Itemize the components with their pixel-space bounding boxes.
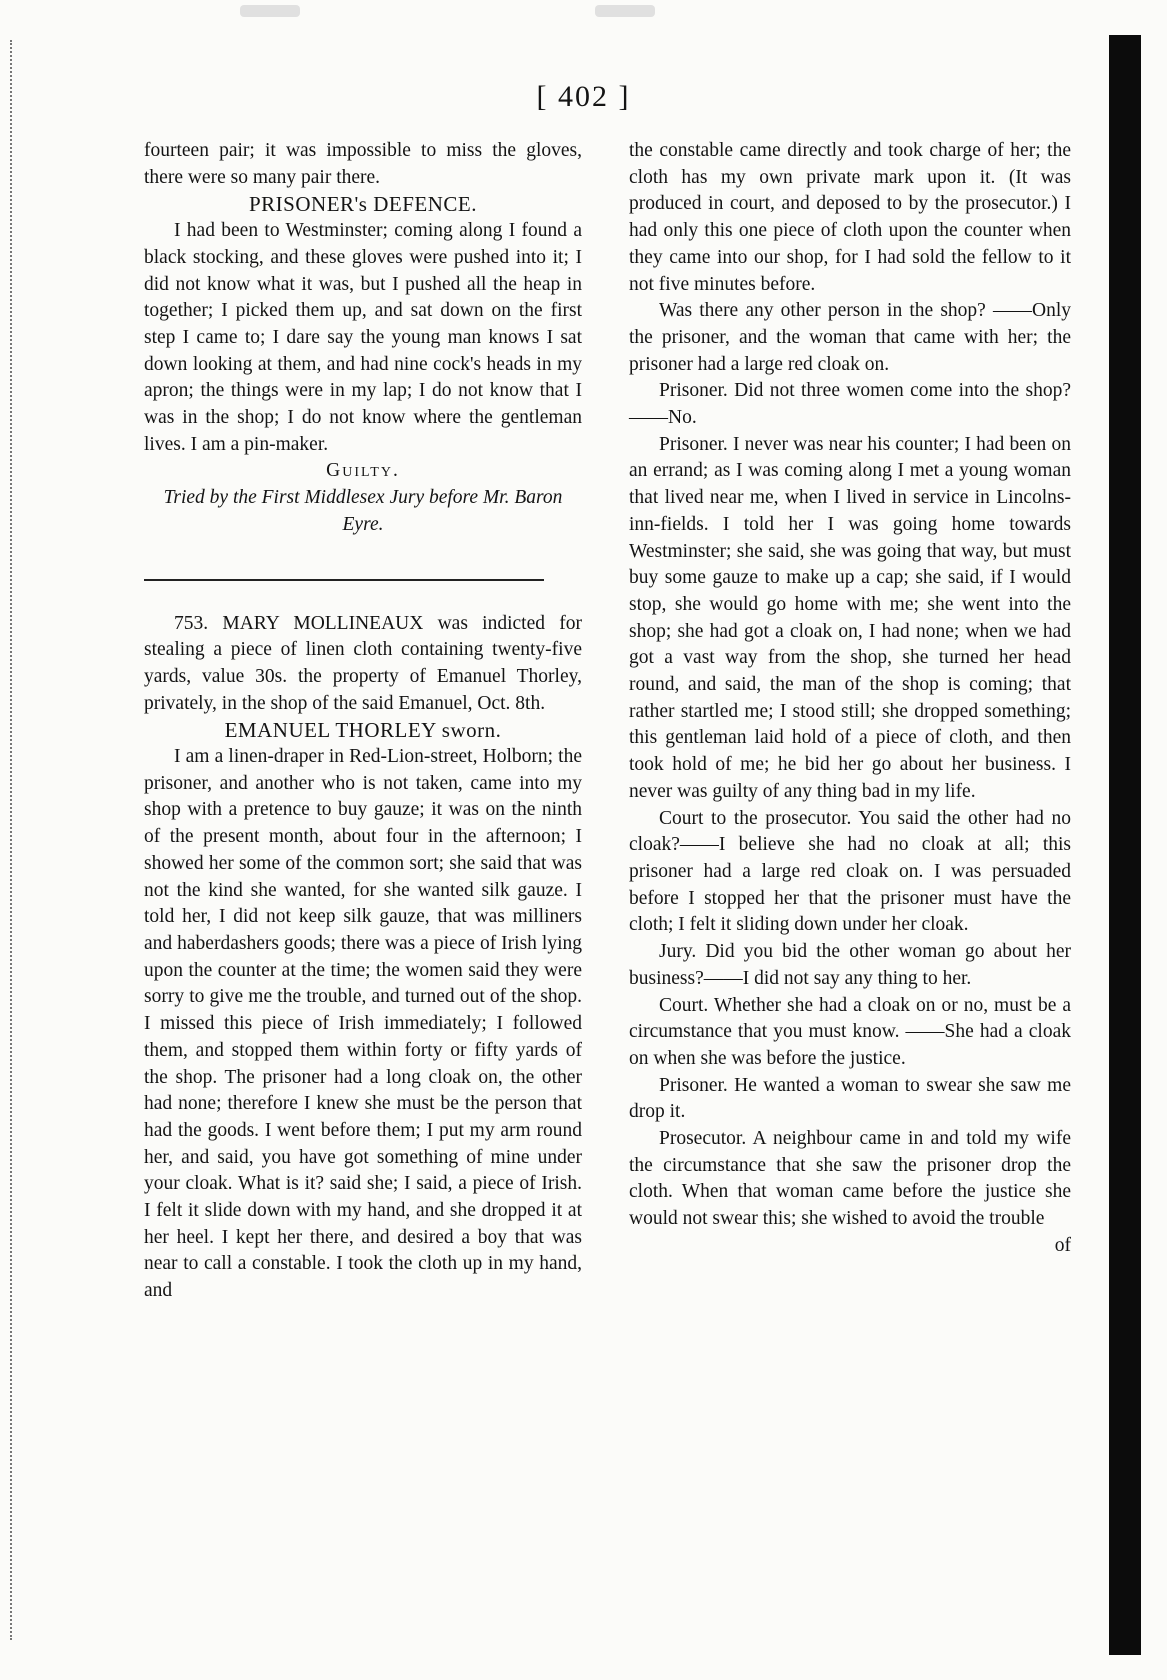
scan-smudge — [595, 5, 655, 17]
paragraph: 753. MARY MOLLINEAUX was indicted for stealing a piece of linen cloth containing twenty-five yards, value 30s. the property of Emanuel Thorley, privately, in the shop of the said Emanuel, Oct. 8th. — [144, 612, 582, 714]
left-column — [144, 138, 582, 1305]
paragraph: Prosecutor. A neighbour came in and told my wife the circumstance that she saw the prisoner drop the cloth. When that woman came before the justice she would not swear this; she wished to avoid the trouble — [629, 1128, 1071, 1230]
paragraph: Prisoner. He wanted a woman to swear she saw me drop it. — [629, 1074, 1071, 1123]
section-heading: PRISONER's DEFENCE. — [249, 192, 477, 217]
right-column — [629, 138, 1071, 1260]
scan-smudge — [240, 5, 300, 17]
paragraph: Prisoner. I never was near his counter; I had been on an errand; as I was coming along I met a young woman that lived near me, when I lived in service in Lincolns-inn-fields. I told her I was going home towards Westminster; she said, she was going that way, but must buy some gauze to make up a cap; she said, if I would stop, she would go home with me; she went into the shop; she had got a cloak on, I had none; when we had got a vast way from the shop, she turned her head round, and said, the man of the shop is coming; that rather startled me; I stood still; she dropped something; this gentleman laid hold of a piece of cloth, and then took hold of me; he bid her go about her business. I never was guilty of any thing bad in my life. — [629, 433, 1071, 802]
scan-dark-edge — [1109, 35, 1141, 1655]
paragraph: Prisoner. Did not three women come into the shop?——No. — [629, 380, 1071, 429]
trial-note: Tried by the First Middlesex Jury before Mr. Baron Eyre. — [163, 487, 563, 535]
verdict: Guilty. — [326, 460, 400, 482]
paragraph: of — [1054, 1234, 1071, 1256]
paragraph: the constable came directly and took charge of her; the cloth has my own private mark upon it. (It was produced in court, and deposed to by the prosecutor.) I had only this one piece of cloth upon the counter when they came into our shop, for I had sold the fellow to it not five minutes before. — [629, 140, 1071, 295]
paragraph: fourteen pair; it was impossible to miss the gloves, there were so many pair there. — [144, 140, 582, 188]
paragraph: Was there any other person in the shop? ——Only the prisoner, and the woman that came with her; the prisoner had a large red cloak on. — [629, 300, 1071, 375]
paragraph: Jury. Did you bid the other woman go about her business?——I did not say any thing to her. — [629, 941, 1071, 989]
binding-edge-marks — [10, 40, 24, 1640]
page-number: [ 402 ] — [536, 80, 631, 113]
paragraph: Court. Whether she had a cloak on or no, must be a circumstance that you must know. ——She had a cloak on when she was before the justice. — [629, 994, 1071, 1069]
section-heading: EMANUEL THORLEY sworn. — [224, 718, 502, 743]
paragraph: I had been to Westminster; coming along I found a black stocking, and these gloves were pushed into it; I did not know what it was, but I pushed all the heap in together; I picked them up, and sat down on the first step I came to; I dare say the young man knows I sat down looking at them, and had nine cock's heads in my apron; the things were in my lap; I do not know that I was in the shop; I do not know where the gentleman lives. I am a pin-maker. — [144, 220, 582, 455]
paragraph: I am a linen-draper in Red-Lion-street, Holborn; the prisoner, and another who is not taken, came into my shop with a pretence to buy gauze; it was on the ninth of the present month, about four in the afternoon; I showed her some of the common sort; she said that was not the kind she wanted, for she wanted silk gauze. I told her, I did not keep silk gauze, that was milliners and haberdashers goods; there was a piece of Irish lying upon the counter at the time; the women said they were sorry to give me the trouble, and turned out of the shop. I missed this piece of Irish immediately; I followed them, and stopped them within forty or fifty yards of the shop. The prisoner had a long cloak on, the other had none; therefore I knew she must be the person that had the goods. I went before them; I put my arm round her, and said, you have got something of mine under your cloak. What is it? said she; I said, a piece of Irish. I felt it slide down with my hand, and she dropped it at her heel. I kept her there, and desired a boy that was near to call a constable. I took the cloth up in my hand, and — [144, 746, 582, 1302]
paragraph: Court to the prosecutor. You said the other had no cloak?——I believe she had no cloak at all; this prisoner had a large red cloak on. I was persuaded before I stopped her that the prisoner must have the cloth; I felt it sliding down under her cloak. — [629, 807, 1071, 936]
section-divider — [144, 579, 544, 581]
